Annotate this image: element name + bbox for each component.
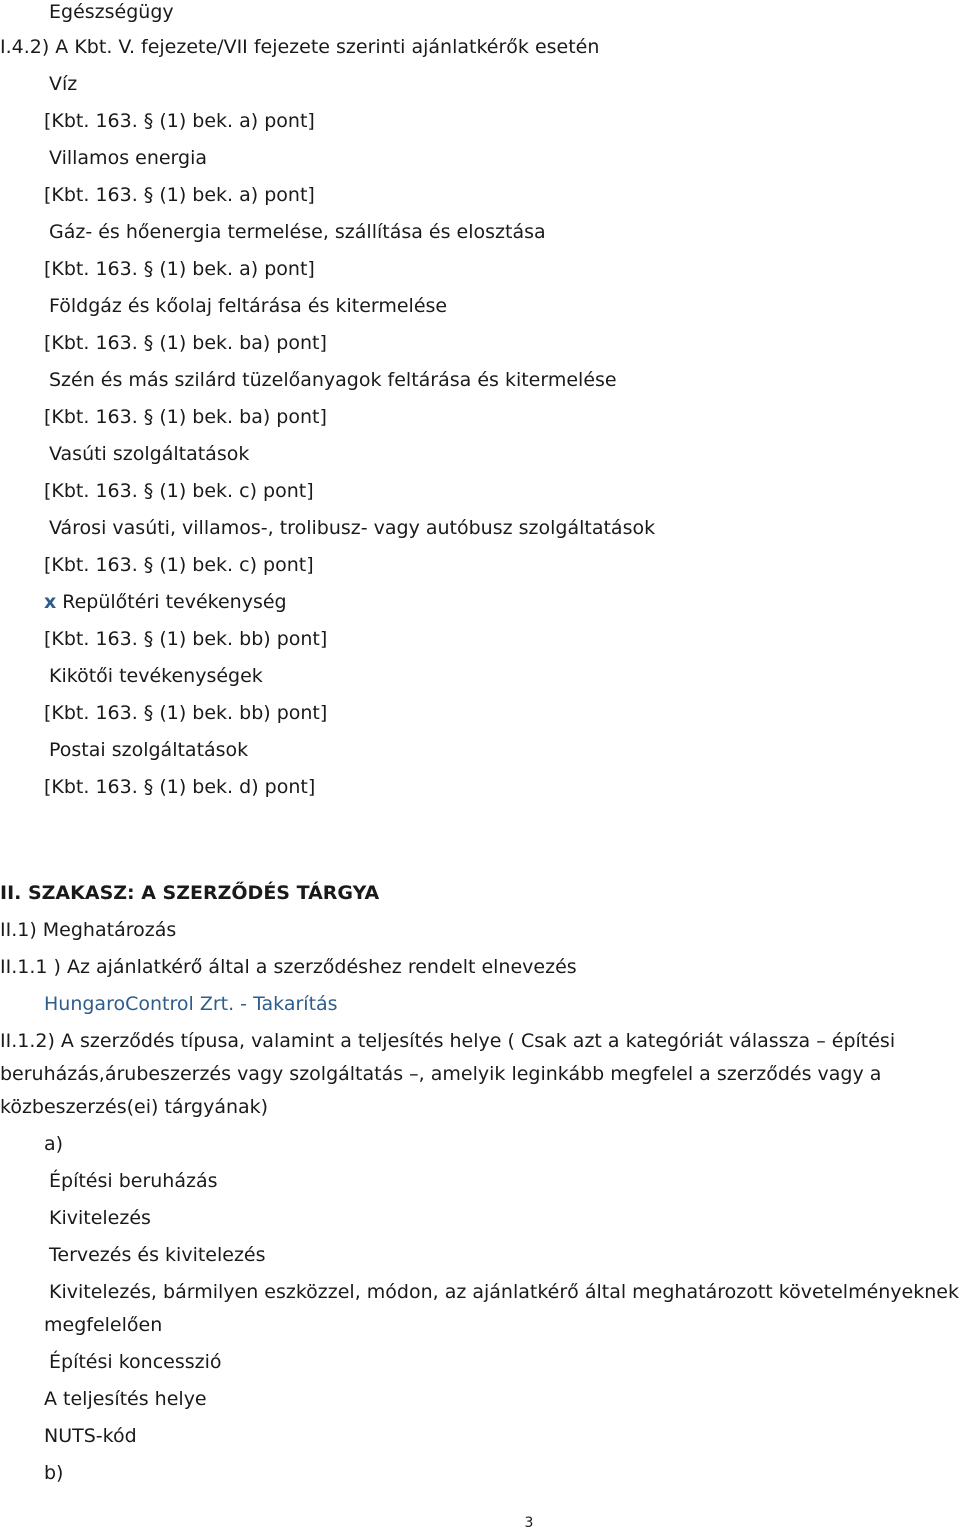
list-item-label: Szén és más szilárd tüzelőanyagok feltárása és kitermelése (49, 369, 617, 391)
heading-ii12-cont: beruházás,árubeszerzés vagy szolgáltatás –, amelyik leginkább megfelel a szerződés vagy a (0, 1063, 882, 1085)
check-mark: x (44, 591, 57, 613)
nuts-label: NUTS-kód (44, 1425, 137, 1447)
list-item-ref: [Kbt. 163. § (1) bek. bb) pont] (44, 628, 328, 650)
list-item-ref: [Kbt. 163. § (1) bek. a) pont] (44, 110, 315, 132)
list-item-ref: [Kbt. 163. § (1) bek. d) pont] (44, 776, 316, 798)
contract-name-value: HungaroControl Zrt. - Takarítás (44, 993, 338, 1015)
place-label: A teljesítés helye (44, 1388, 207, 1410)
list-item-ref: [Kbt. 163. § (1) bek. c) pont] (44, 554, 314, 576)
option-a-item: Kivitelezés, bármilyen eszközzel, módon, az ajánlatkérő által meghatározott követelményeknek (49, 1281, 959, 1303)
option-a-item: Kivitelezés (49, 1207, 151, 1229)
top-item: Egészségügy (49, 1, 174, 23)
option-b-label: b) (44, 1462, 64, 1484)
option-a-item: Építési koncesszió (49, 1351, 222, 1373)
list-item-ref: [Kbt. 163. § (1) bek. bb) pont] (44, 702, 328, 724)
list-item-checked (44, 590, 287, 614)
list-item-label: Városi vasúti, villamos-, trolibusz- vagy autóbusz szolgáltatások (49, 517, 656, 539)
option-a-title: Építési beruházás (49, 1170, 218, 1192)
heading-i42: I.4.2) A Kbt. V. fejezete/VII fejezete szerinti ajánlatkérők esetén (0, 36, 600, 58)
list-item-label: Vasúti szolgáltatások (49, 443, 250, 465)
list-item-label: Postai szolgáltatások (49, 739, 249, 761)
section-title: II. SZAKASZ: A SZERZŐDÉS TÁRGYA (0, 882, 380, 904)
list-item-ref: [Kbt. 163. § (1) bek. a) pont] (44, 184, 315, 206)
page-number: 3 (524, 1515, 534, 1531)
list-item-label: Repülőtéri tevékenység (62, 591, 287, 613)
list-item-ref: [Kbt. 163. § (1) bek. a) pont] (44, 258, 315, 280)
heading-ii12: II.1.2) A szerződés típusa, valamint a teljesítés helye ( Csak azt a kategóriát válassza – építési (0, 1030, 896, 1052)
option-a-item: Tervezés és kivitelezés (49, 1244, 266, 1266)
heading-ii11: II.1.1 ) Az ajánlatkérő által a szerződéshez rendelt elnevezés (0, 956, 577, 978)
list-item-ref: [Kbt. 163. § (1) bek. c) pont] (44, 480, 314, 502)
list-item-label: Kikötői tevékenységek (49, 665, 263, 687)
heading-ii12-cont: közbeszerzés(ei) tárgyának) (0, 1096, 269, 1118)
list-item-label: Gáz- és hőenergia termelése, szállítása és elosztása (49, 221, 546, 243)
list-item-label: Víz (49, 73, 78, 95)
option-a-label: a) (44, 1133, 64, 1155)
list-item-label: Villamos energia (49, 147, 208, 169)
heading-ii1: II.1) Meghatározás (0, 919, 177, 941)
list-item-ref: [Kbt. 163. § (1) bek. ba) pont] (44, 332, 327, 354)
list-item-label: Földgáz és kőolaj feltárása és kitermelése (49, 295, 448, 317)
list-item-ref: [Kbt. 163. § (1) bek. ba) pont] (44, 406, 327, 428)
option-a-item-cont: megfelelően (44, 1314, 163, 1336)
